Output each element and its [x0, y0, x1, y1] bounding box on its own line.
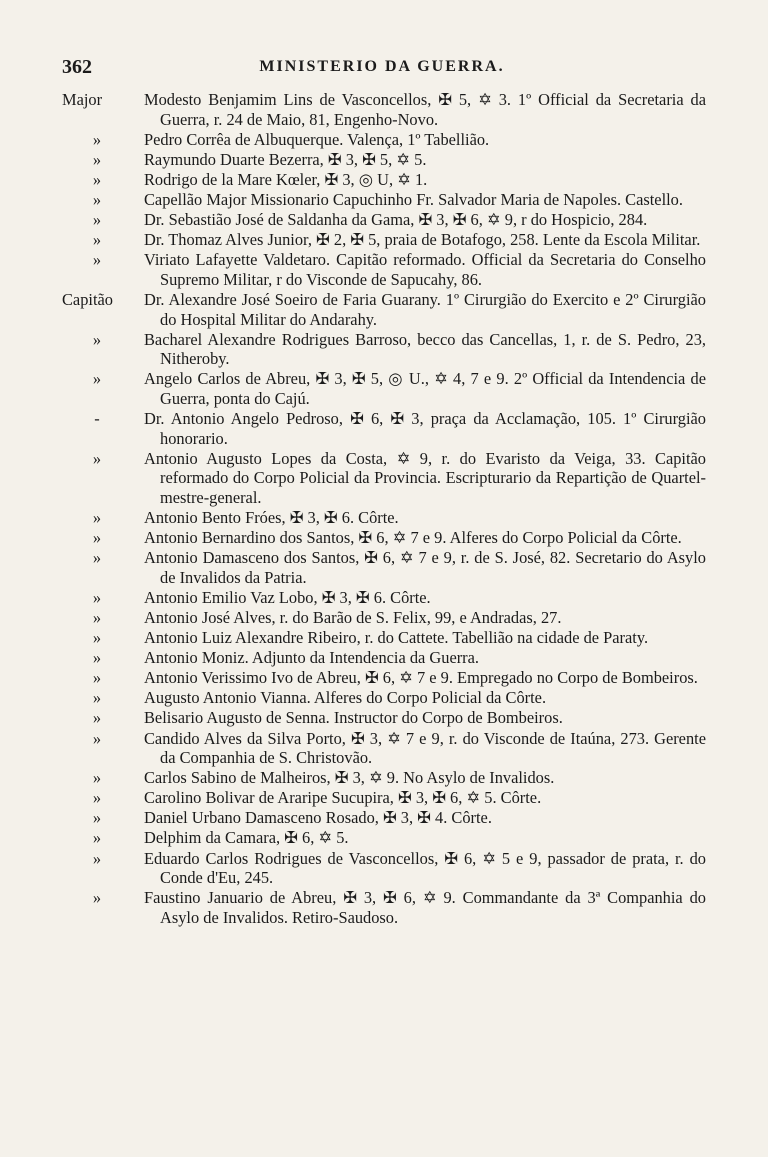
entry-text: Pedro Corrêa de Albuquerque. Valença, 1º Tabellião.	[144, 129, 490, 149]
page-number: 362	[62, 56, 92, 78]
page-header	[62, 44, 702, 84]
rank-label: »	[92, 708, 102, 728]
officer-entry	[62, 588, 706, 608]
entry-text: Antonio Bento Fróes, ✠ 3, ✠ 6. Côrte.	[144, 507, 399, 527]
entry-text: Candido Alves da Silva Porto, ✠ 3, ✡ 7 e 9, r. do Visconde de Itaúna, 273. Gerente da Companhia de S. Christovão.	[144, 728, 706, 768]
officer-list	[62, 90, 706, 928]
officer-entry	[62, 449, 706, 508]
officer-entry	[62, 369, 706, 408]
rank-label: »	[92, 808, 102, 828]
rank-label: »	[92, 369, 102, 389]
rank-label: »	[92, 210, 102, 230]
officer-entry	[62, 708, 706, 728]
rank-label: »	[92, 129, 102, 149]
entry-text: Angelo Carlos de Abreu, ✠ 3, ✠ 5, ◎ U., ✡ 4, 7 e 9. 2º Official da Intendencia de Guerra, ponta do Cajú.	[144, 369, 706, 408]
officer-entry	[62, 528, 706, 548]
rank-label: »	[92, 848, 102, 868]
rank-label: »	[92, 828, 102, 848]
rank-label: »	[92, 329, 102, 349]
entry-text: Antonio Moniz. Adjunto da Intendencia da Guerra.	[144, 648, 480, 668]
rank-label: »	[92, 250, 102, 270]
entry-text: Antonio Bernardino dos Santos, ✠ 6, ✡ 7 e 9. Alferes do Corpo Policial da Côrte.	[144, 528, 682, 548]
officer-entry	[62, 230, 706, 250]
entry-text: Dr. Antonio Angelo Pedroso, ✠ 6, ✠ 3, praça da Acclamação, 105. 1º Cirurgião honorario.	[144, 409, 706, 448]
rank-label: »	[92, 528, 102, 548]
rank-label: »	[92, 628, 102, 648]
officer-entry	[62, 210, 706, 230]
entry-text: Modesto Benjamim Lins de Vasconcellos, ✠ 5, ✡ 3. 1º Official da Secretaria da Guerra, r. 24 de Maio, 81, Engenho-Novo.	[144, 90, 706, 129]
entry-text: Carolino Bolivar de Araripe Sucupira, ✠ 3, ✠ 6, ✡ 5. Côrte.	[144, 788, 542, 808]
rank-label: »	[92, 169, 102, 189]
rank-label: »	[92, 768, 102, 788]
officer-entry	[62, 849, 706, 888]
rank-label: »	[92, 668, 102, 688]
rank-label: »	[92, 548, 102, 568]
officer-entry	[62, 409, 706, 448]
entry-text: Delphim da Camara, ✠ 6, ✡ 5.	[144, 828, 349, 848]
officer-entry	[62, 330, 706, 369]
rank-label: »	[92, 507, 102, 527]
entry-text: Capellão Major Missionario Capuchinho Fr. Salvador Maria de Napoles. Castello.	[144, 189, 683, 209]
rank-label: Capitão	[62, 289, 113, 309]
entry-text: Faustino Januario de Abreu, ✠ 3, ✠ 6, ✡ 9. Commandante da 3ª Companhia do Asylo de Invalidos. Retiro-Saudoso.	[144, 888, 706, 927]
entry-text: Raymundo Duarte Bezerra, ✠ 3, ✠ 5, ✡ 5.	[144, 149, 427, 169]
rank-label: »	[92, 189, 102, 209]
rank-label: »	[92, 788, 102, 808]
running-title: MINISTERIO DA GUERRA.	[259, 58, 505, 75]
entry-text: Dr. Thomaz Alves Junior, ✠ 2, ✠ 5, praia de Botafogo, 258. Lente da Escola Militar.	[144, 230, 701, 250]
entry-text: Antonio José Alves, r. do Barão de S. Felix, 99, e Andradas, 27.	[144, 607, 562, 627]
rank-label: »	[92, 230, 102, 250]
entry-text: Augusto Antonio Vianna. Alferes do Corpo Policial da Côrte.	[144, 688, 547, 708]
entry-text: Antonio Augusto Lopes da Costa, ✡ 9, r. do Evaristo da Veiga, 33. Capitão reformado do Corpo Policial da Provincia. Escripturario da Repartição de Quartel-mestre-general.	[144, 448, 706, 507]
entry-text: Rodrigo de la Mare Kœler, ✠ 3, ◎ U, ✡ 1.	[144, 169, 428, 189]
officer-entry	[62, 190, 706, 210]
officer-entry	[62, 290, 706, 329]
rank-label: Major	[62, 90, 103, 109]
entry-text: Viriato Lafayette Valdetaro. Capitão reformado. Official da Secretaria do Conselho Supremo Militar, r do Visconde de Sapucahy, 86.	[144, 250, 706, 289]
officer-entry	[62, 508, 706, 528]
rank-label: »	[92, 448, 102, 468]
entry-text: Belisario Augusto de Senna. Instructor do Corpo de Bombeiros.	[144, 708, 563, 728]
entry-text: Dr. Sebastião José de Saldanha da Gama, ✠ 3, ✠ 6, ✡ 9, r do Hospicio, 284.	[144, 210, 648, 230]
entry-text: Carlos Sabino de Malheiros, ✠ 3, ✡ 9. No Asylo de Invalidos.	[144, 768, 555, 788]
officer-entry	[62, 648, 706, 668]
entry-text: Daniel Urbano Damasceno Rosado, ✠ 3, ✠ 4. Côrte.	[144, 808, 492, 828]
officer-entry	[62, 628, 706, 648]
rank-label: »	[92, 728, 102, 748]
rank-label: -	[94, 409, 100, 428]
officer-entry	[62, 788, 706, 808]
officer-entry	[62, 688, 706, 708]
officer-entry	[62, 130, 706, 150]
entry-text: Bacharel Alexandre Rodrigues Barroso, becco das Cancellas, 1, r. de S. Pedro, 23, Nitheroby.	[144, 329, 706, 369]
rank-label: »	[92, 888, 102, 908]
entry-text: Eduardo Carlos Rodrigues de Vasconcellos, ✠ 6, ✡ 5 e 9, passador de prata, r. do Conde d'Eu, 245.	[144, 848, 706, 888]
rank-label: »	[92, 607, 102, 627]
officer-entry	[62, 768, 706, 788]
officer-entry	[62, 608, 706, 628]
rank-label: »	[92, 688, 102, 708]
entry-text: Antonio Emilio Vaz Lobo, ✠ 3, ✠ 6. Côrte.	[144, 587, 431, 607]
rank-label: »	[92, 587, 102, 607]
officer-entry	[62, 170, 706, 190]
entry-text: Dr. Alexandre José Soeiro de Faria Guarany. 1º Cirurgião do Exercito e 2º Cirurgião do Hospital Militar do Andarahy.	[144, 289, 706, 329]
officer-entry	[62, 828, 706, 848]
entry-text: Antonio Verissimo Ivo de Abreu, ✠ 6, ✡ 7 e 9. Empregado no Corpo de Bombeiros.	[144, 668, 698, 688]
officer-entry	[62, 729, 706, 768]
officer-entry	[62, 668, 706, 688]
officer-entry	[62, 808, 706, 828]
entry-text: Antonio Damasceno dos Santos, ✠ 6, ✡ 7 e 9, r. de S. José, 82. Secretario do Asylo de Invalidos da Patria.	[144, 548, 706, 587]
officer-entry	[62, 90, 706, 129]
rank-label: »	[92, 149, 102, 169]
officer-entry	[62, 150, 706, 170]
rank-label: »	[92, 648, 102, 668]
officer-entry	[62, 250, 706, 289]
officer-entry	[62, 888, 706, 927]
officer-entry	[62, 548, 706, 587]
entry-text: Antonio Luiz Alexandre Ribeiro, r. do Cattete. Tabellião na cidade de Paraty.	[144, 628, 649, 648]
